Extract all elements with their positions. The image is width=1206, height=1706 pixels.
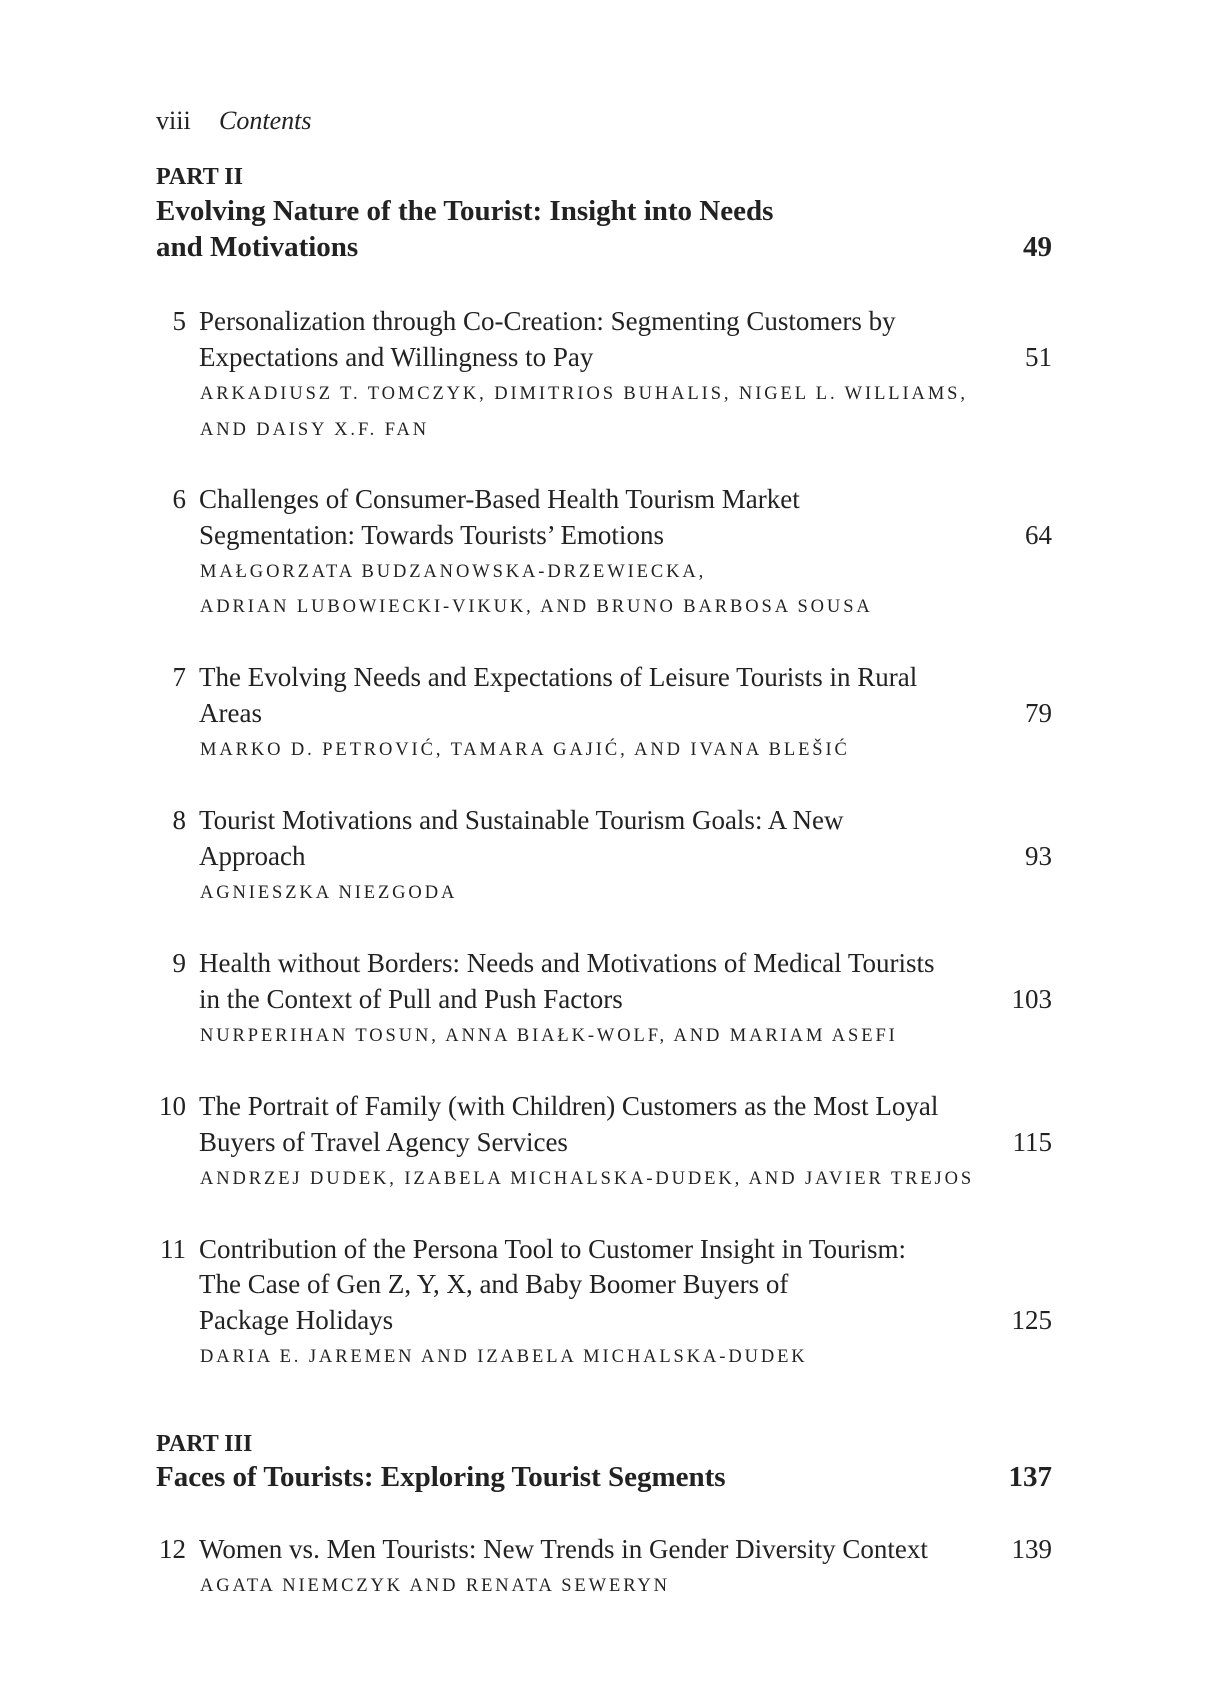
part-label: PART II <box>156 164 243 190</box>
chapter-page-number: 125 <box>1011 1305 1052 1335</box>
part-label: PART III <box>156 1431 253 1457</box>
part-title-line: and Motivations <box>156 231 359 263</box>
chapter-authors-line: ARKADIUSZ T. TOMCZYK, DIMITRIOS BUHALIS, NIGEL L. WILLIAMS, <box>200 384 968 404</box>
chapter-title-line: The Case of Gen Z, Y, X, and Baby Boomer Buyers of <box>199 1269 789 1299</box>
chapter-authors-line: DARIA E. JAREMEN AND IZABELA MICHALSKA-DUDEK <box>200 1347 808 1367</box>
chapter-authors-line: MAŁGORZATA BUDZANOWSKA-DRZEWIECKA, <box>200 562 707 582</box>
chapter-number: 5 <box>172 306 186 336</box>
chapter-page-number: 103 <box>1011 984 1052 1014</box>
chapter-title-line: Segmentation: Towards Tourists’ Emotions <box>199 520 664 550</box>
chapter-number: 8 <box>172 805 186 835</box>
chapter-title-line: Women vs. Men Tourists: New Trends in Gender Diversity Context <box>199 1534 928 1564</box>
chapter-authors-line: AND DAISY X.F. FAN <box>200 420 430 440</box>
chapter-number: 12 <box>159 1534 186 1564</box>
chapter-authors-line: AGNIESZKA NIEZGODA <box>200 883 458 903</box>
chapter-title-line: Challenges of Consumer-Based Health Tourism Market <box>199 484 800 514</box>
chapter-title-line: Personalization through Co-Creation: Segmenting Customers by <box>199 306 896 336</box>
chapter-authors-line: MARKO D. PETROVIĆ, TAMARA GAJIĆ, AND IVANA BLEŠIĆ <box>200 740 850 760</box>
chapter-title-line: Buyers of Travel Agency Services <box>199 1127 568 1157</box>
chapter-page-number: 93 <box>1025 841 1052 871</box>
part-page-number: 49 <box>1023 231 1052 263</box>
chapter-title-line: Tourist Motivations and Sustainable Tourism Goals: A New <box>199 805 844 835</box>
chapter-title-line: The Portrait of Family (with Children) Customers as the Most Loyal <box>199 1091 939 1121</box>
chapter-number: 9 <box>172 948 186 978</box>
chapter-authors-line: AGATA NIEMCZYK AND RENATA SEWERYN <box>200 1576 670 1596</box>
part-page-number: 137 <box>1008 1461 1052 1493</box>
part-title-line: Faces of Tourists: Exploring Tourist Segments <box>156 1461 726 1493</box>
chapter-authors-line: ADRIAN LUBOWIECKI-VIKUK, AND BRUNO BARBOSA SOUSA <box>200 597 873 617</box>
chapter-title-line: in the Context of Pull and Push Factors <box>199 984 623 1014</box>
chapter-page-number: 115 <box>1012 1127 1052 1157</box>
chapter-title-line: Contribution of the Persona Tool to Customer Insight in Tourism: <box>199 1234 906 1264</box>
chapter-number: 7 <box>172 662 186 692</box>
chapter-number: 11 <box>160 1234 186 1264</box>
chapter-title-line: Expectations and Willingness to Pay <box>199 342 594 372</box>
chapter-page-number: 64 <box>1025 520 1052 550</box>
chapter-page-number: 139 <box>1011 1534 1052 1564</box>
chapter-title-line: Package Holidays <box>199 1305 394 1335</box>
chapter-title-line: Approach <box>199 841 306 871</box>
chapter-title-line: The Evolving Needs and Expectations of Leisure Tourists in Rural <box>199 662 918 692</box>
part-title-line: Evolving Nature of the Tourist: Insight into Needs <box>156 195 774 227</box>
chapter-number: 6 <box>172 484 186 514</box>
page-number: viii <box>156 106 191 135</box>
chapter-page-number: 51 <box>1025 342 1052 372</box>
chapter-authors-line: ANDRZEJ DUDEK, IZABELA MICHALSKA-DUDEK, AND JAVIER TREJOS <box>200 1169 975 1189</box>
chapter-page-number: 79 <box>1025 698 1052 728</box>
chapter-number: 10 <box>159 1091 186 1121</box>
chapter-authors-line: NURPERIHAN TOSUN, ANNA BIAŁK-WOLF, AND MARIAM ASEFI <box>200 1026 898 1046</box>
running-title: Contents <box>219 106 312 135</box>
chapter-title-line: Health without Borders: Needs and Motivations of Medical Tourists <box>199 948 935 978</box>
chapter-title-line: Areas <box>199 698 262 728</box>
